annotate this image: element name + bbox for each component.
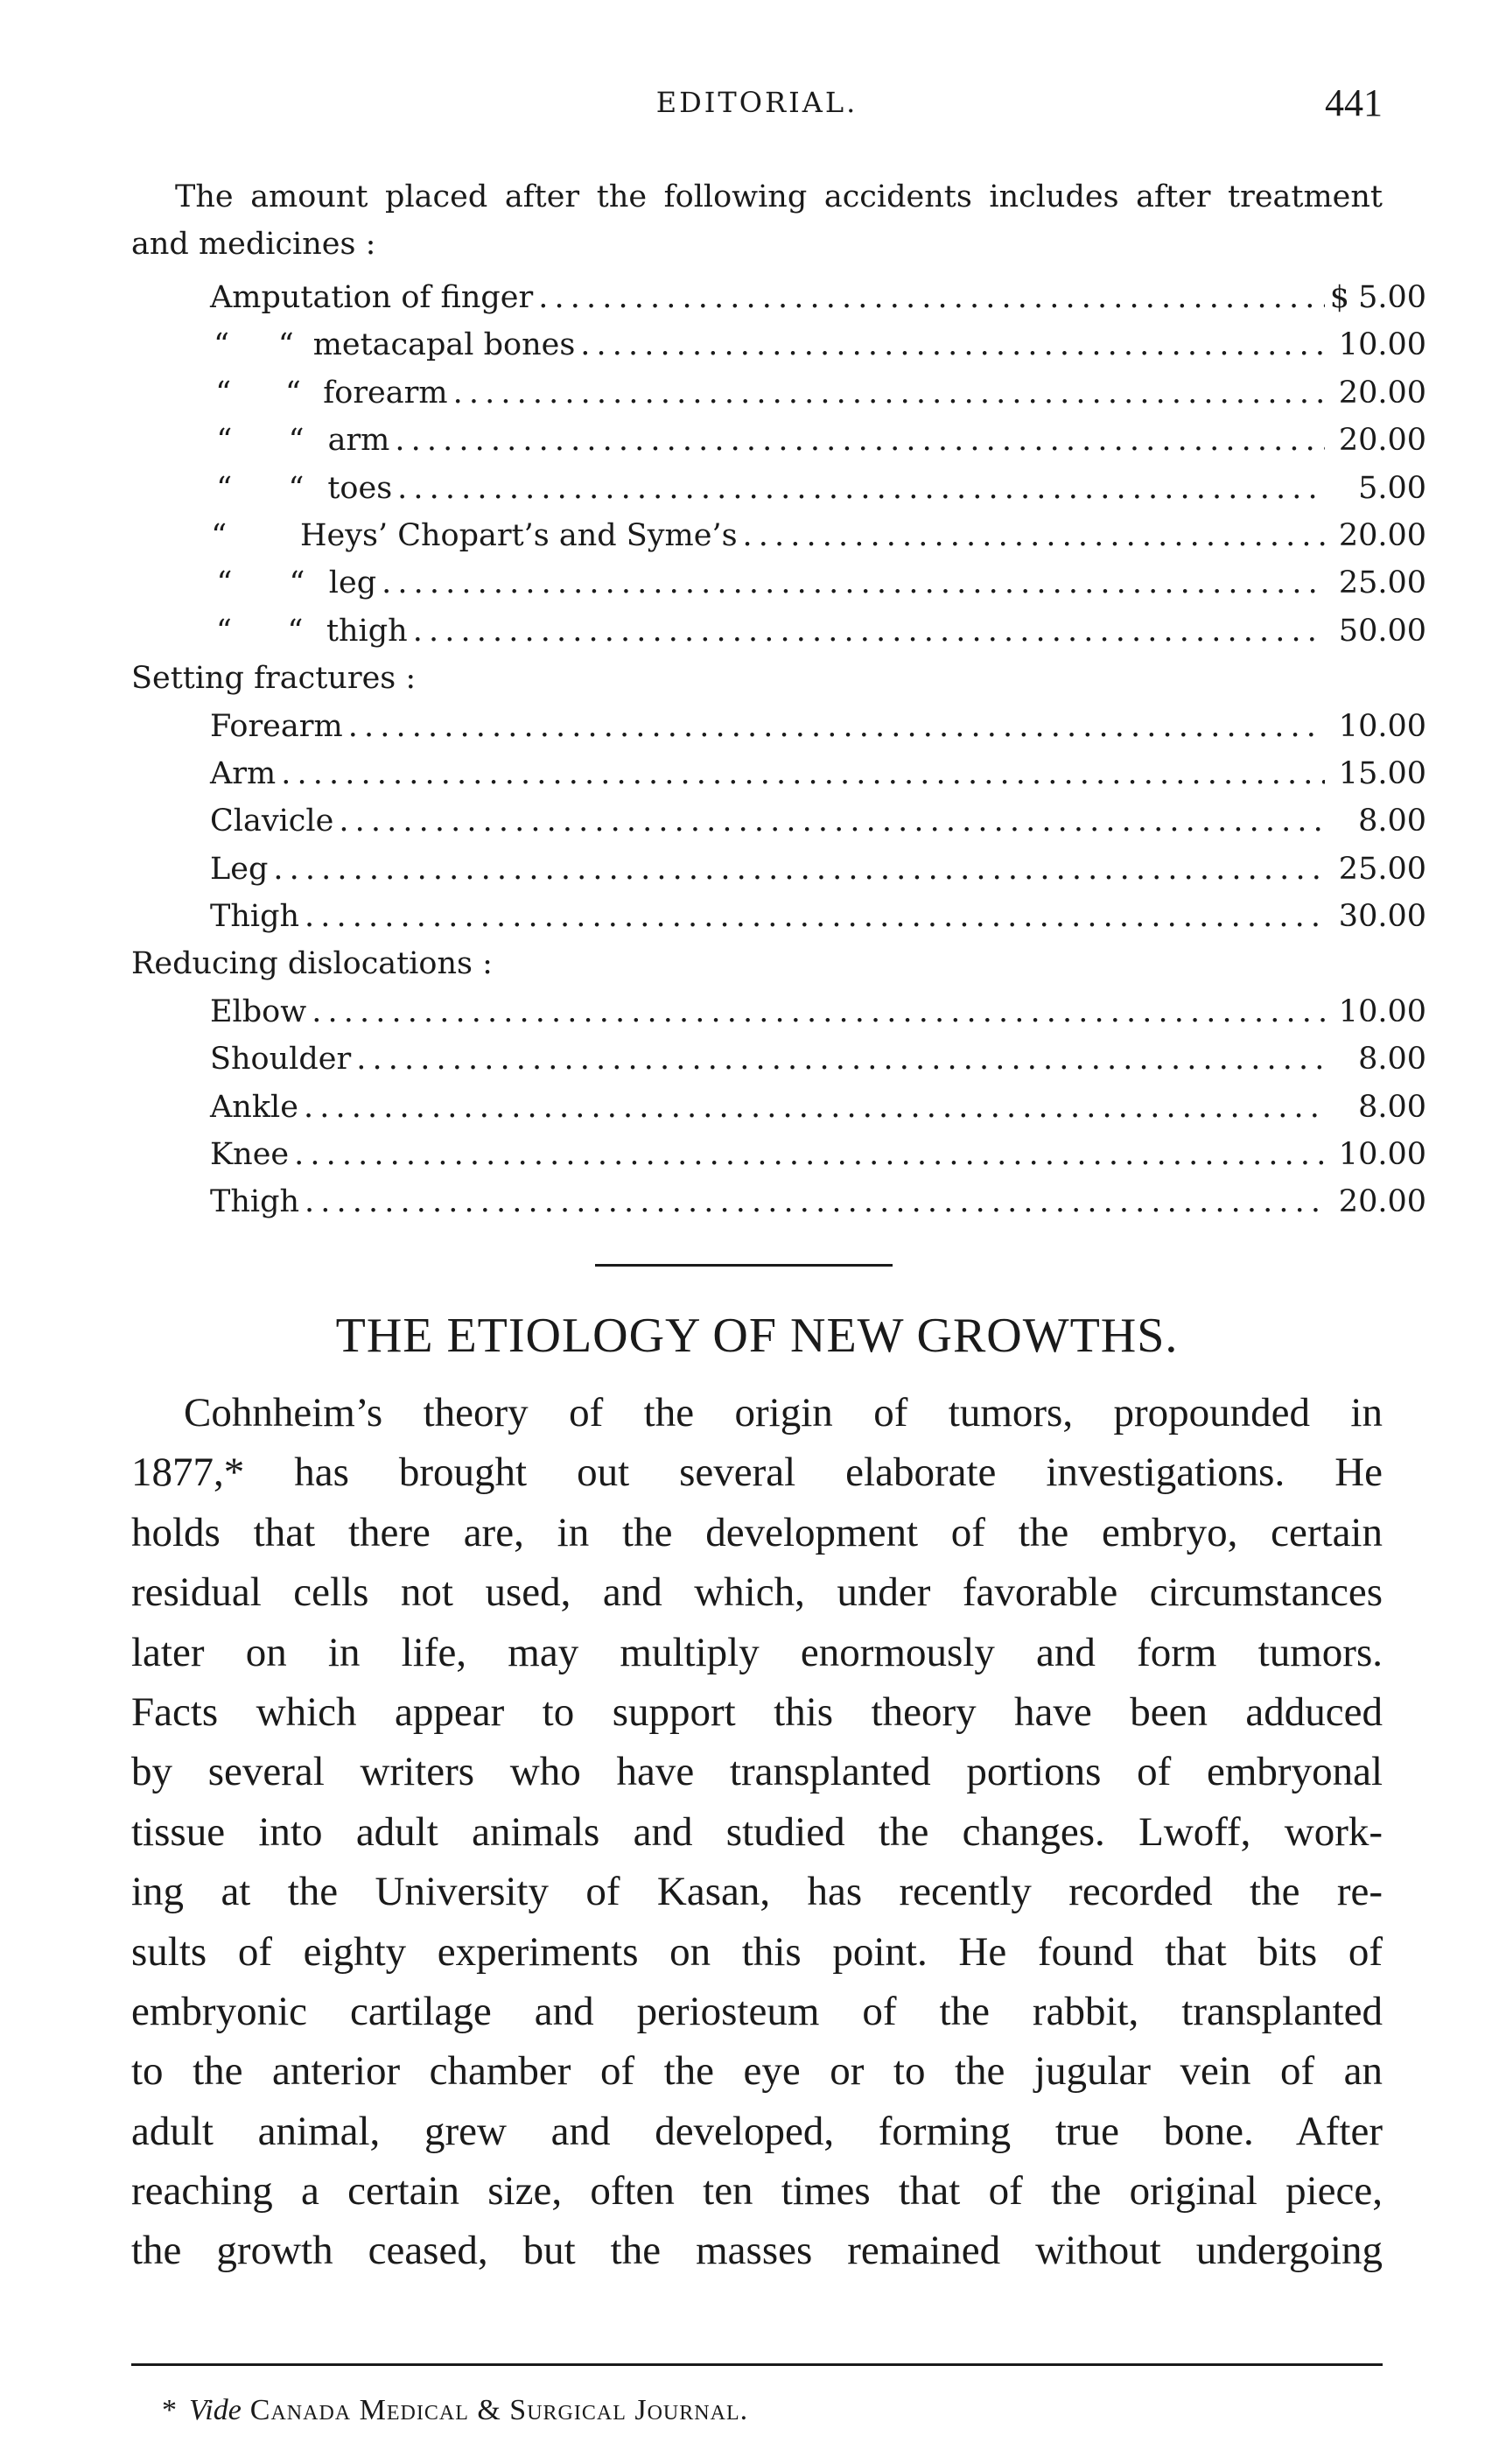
- fee-row-content: [210, 988, 1426, 1035]
- fee-list-intro: [131, 173, 1383, 268]
- fee-row: [131, 1131, 1426, 1178]
- fee-row-content: [210, 607, 1426, 655]
- fee-row: [131, 797, 1426, 845]
- fee-row: [131, 846, 1426, 893]
- ditto-mark: “: [214, 327, 229, 363]
- fee-row: [131, 369, 1426, 417]
- body-text-line: ing at the University of Kasan, has recently recorded the re-: [131, 1869, 1383, 1915]
- section-heading: Setting fractures :: [131, 661, 417, 697]
- fee-row: [131, 988, 1426, 1035]
- fee-label: Arm: [210, 755, 277, 791]
- dot-leader: [356, 1035, 1325, 1083]
- fee-label: Leg: [210, 851, 269, 887]
- body-text-line: 1877,* has brought out several elaborate investigations. He: [131, 1450, 1383, 1496]
- ditto-mark: “: [216, 470, 233, 506]
- running-head-title: EDITORIAL.: [655, 86, 858, 119]
- fee-amount: 15.00: [1338, 755, 1426, 791]
- fee-row: [131, 321, 1426, 369]
- fracture-rows: [131, 703, 1426, 941]
- fee-row-content: [210, 1178, 1426, 1225]
- fee-row: [131, 893, 1426, 940]
- ditto-mark: “: [211, 517, 228, 553]
- fee-label: Forearm: [210, 708, 343, 744]
- body-text-line: to the anterior chamber of the eye or to the jugular vein of an: [131, 2048, 1383, 2095]
- fee-row-content: [210, 797, 1426, 845]
- fee-row-content: [210, 846, 1426, 893]
- body-text-line: adult animal, grew and developed, forming true bone. After: [131, 2108, 1383, 2154]
- fee-row: [131, 703, 1426, 750]
- fee-label: Thigh: [210, 1184, 300, 1220]
- fee-label: forearm: [323, 375, 448, 411]
- article-body: [131, 1383, 1383, 2281]
- fee-list: [131, 274, 1427, 1226]
- fee-amount: 20.00: [1338, 517, 1427, 553]
- body-text-line: the growth ceased, but the masses remained without undergoing: [131, 2228, 1383, 2274]
- footnote-vide: Vide: [189, 2394, 242, 2426]
- dot-leader: [273, 846, 1325, 893]
- ditto-mark: “: [216, 565, 233, 601]
- ditto-mark: “: [277, 327, 294, 363]
- fee-amount: 5.00: [1358, 470, 1426, 506]
- fee-row: [131, 417, 1427, 464]
- fee-label: leg: [328, 565, 377, 601]
- fee-label: toes: [327, 470, 393, 506]
- fee-amount: 10.00: [1338, 1137, 1426, 1173]
- fee-amount: 30.00: [1338, 899, 1426, 935]
- fee-row: [131, 274, 1426, 321]
- fee-label: Elbow: [210, 993, 307, 1029]
- body-text-line: sults of eighty experiments on this point. He found that bits of: [131, 1928, 1383, 1975]
- dot-leader: [538, 274, 1324, 321]
- dot-leader: [580, 321, 1325, 369]
- ditto-mark: “: [288, 470, 305, 506]
- section-divider: [595, 1264, 893, 1267]
- dot-leader: [413, 607, 1325, 655]
- intro-line-1: The amount placed after the following accidents includes after treatment: [175, 179, 1383, 214]
- page-number: 441: [1325, 81, 1383, 124]
- dot-leader: [453, 369, 1325, 417]
- fee-label: Knee: [210, 1137, 290, 1173]
- body-text-line: Cohnheim’s theory of the origin of tumors, propounded in: [184, 1390, 1383, 1436]
- dollar-sign: $: [1329, 280, 1349, 315]
- amputation-rows: [131, 321, 1427, 655]
- fee-amount: 50.00: [1338, 613, 1426, 649]
- fee-label: Thigh: [210, 899, 300, 935]
- fee-amount: 20.00: [1338, 423, 1427, 459]
- fee-amount: 20.00: [1338, 375, 1426, 411]
- fee-row-content: [210, 465, 1426, 512]
- dot-leader: [397, 465, 1325, 512]
- dot-leader: [382, 559, 1325, 607]
- fee-amount: 5.00: [1358, 280, 1426, 315]
- ditto-mark: “: [216, 423, 233, 459]
- footnote-journal: Canada Medical & Surgical Journal.: [249, 2394, 749, 2426]
- body-text-line: later on in life, may multiply enormously and form tumors.: [131, 1629, 1383, 1675]
- ditto-mark: “: [216, 613, 232, 649]
- body-text-line: holds that there are, in the development of the embryo, certain: [131, 1509, 1383, 1555]
- section-heading: Reducing dislocations :: [131, 946, 493, 982]
- footnote-rule: [131, 2363, 1383, 2366]
- fee-label: Heys’ Chopart’s and Syme’s: [299, 517, 738, 553]
- fee-row: [131, 512, 1427, 559]
- footnote: [162, 2394, 748, 2427]
- fee-amount: 10.00: [1338, 327, 1426, 363]
- fee-row: [131, 1035, 1426, 1083]
- ditto-mark: “: [288, 423, 305, 459]
- dot-leader: [304, 1084, 1325, 1131]
- fee-amount: 8.00: [1358, 804, 1426, 839]
- ditto-mark: “: [284, 375, 301, 411]
- dot-leader: [305, 1178, 1325, 1225]
- fee-row-content: [210, 893, 1426, 940]
- fee-label: arm: [327, 423, 390, 459]
- dot-leader: [305, 893, 1325, 940]
- running-head: [131, 81, 1383, 130]
- fee-amount: 10.00: [1338, 708, 1426, 744]
- footnote-marker: *: [162, 2394, 177, 2426]
- dot-leader: [281, 750, 1325, 797]
- article-title: THE ETIOLOGY OF NEW GROWTHS.: [335, 1309, 1179, 1363]
- fee-amount: 8.00: [1358, 1089, 1426, 1125]
- fee-row-content: [210, 750, 1426, 797]
- body-text-line: by several writers who have transplanted portions of embryonal: [131, 1749, 1383, 1795]
- dot-leader: [395, 417, 1325, 464]
- fee-row-content: [210, 703, 1426, 750]
- fee-amount: 8.00: [1358, 1042, 1426, 1078]
- fee-row-content: [210, 1035, 1426, 1083]
- body-text-line: embryonic cartilage and periosteum of the rabbit, transplanted: [131, 1988, 1383, 2034]
- fee-row: [131, 1178, 1426, 1225]
- fee-amount: 25.00: [1338, 565, 1427, 601]
- fee-row: [131, 750, 1426, 797]
- body-text-line: residual cells not used, and which, under favorable circumstances: [131, 1569, 1383, 1616]
- ditto-mark: “: [289, 565, 305, 601]
- fee-label: metacapal bones: [312, 327, 576, 363]
- fee-row-content: [210, 559, 1426, 607]
- ditto-mark: “: [215, 375, 232, 411]
- fee-row-content: [210, 1084, 1426, 1131]
- dot-leader: [743, 512, 1325, 559]
- dot-leader: [312, 988, 1325, 1035]
- fee-label: thigh: [326, 613, 408, 649]
- fee-row-content: [210, 369, 1426, 417]
- fee-row-content: [210, 321, 1426, 369]
- fee-row: [131, 1084, 1426, 1131]
- fee-label: Ankle: [210, 1089, 298, 1125]
- ditto-mark: “: [287, 613, 304, 649]
- body-text-line: reaching a certain size, often ten times that of the original piece,: [131, 2168, 1383, 2215]
- fee-amount: 20.00: [1338, 1184, 1426, 1220]
- body-text-line: Facts which appear to support this theory have been adduced: [131, 1688, 1383, 1735]
- fee-label: Clavicle: [210, 804, 334, 839]
- fee-row-content: [210, 512, 1426, 559]
- fee-amount: 25.00: [1338, 851, 1426, 887]
- body-text-line: tissue into adult animals and studied the changes. Lwoff, work-: [131, 1808, 1383, 1855]
- fee-row: [131, 607, 1426, 655]
- intro-line-2: and medicines :: [131, 227, 376, 262]
- fee-row-content: [210, 1131, 1426, 1178]
- fee-row-content: [210, 417, 1426, 464]
- dot-leader: [294, 1131, 1325, 1178]
- fee-label: Shoulder: [210, 1042, 352, 1078]
- fee-amount: 10.00: [1338, 993, 1426, 1029]
- fee-label: Amputation of finger: [210, 280, 534, 315]
- fee-row: [131, 559, 1427, 607]
- dot-leader: [339, 797, 1325, 845]
- dot-leader: [348, 703, 1325, 750]
- fee-row: [131, 465, 1426, 512]
- dislocation-rows: [131, 988, 1426, 1226]
